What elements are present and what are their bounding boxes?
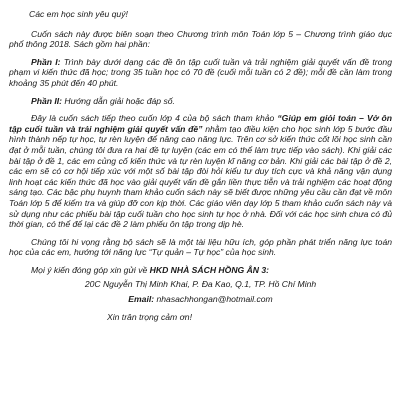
description-paragraph xyxy=(9,113,392,230)
description-body: nhằm tạo điều kiện cho học sinh lớp 5 bước đầu hình thành nếp tự học, tự rèn luyện để nâng cao năng lực. Trên cơ sở kiến thức cốt lõi học sinh cần đạt ở mỗi tuần, chúng tôi đưa ra hai đề tự luyện (các em có thể làm trực tiếp vào sách). Khi giải các bài tập ở đề 1, các em củng cố kiến thức và tự rèn luyện kĩ năng cơ bản. Khi giải các bài tập ở đề 2, các em sẽ có cơ hội tiếp xúc với một số bài tập đòi hỏi kiểu tư duy tích cực và khả năng vận dụng linh hoạt các kiến thức đã học vào giải quyết vấn đề gắn liền thực tiễn và trải nghiệm các hoạt động sáng tạo. Các bậc phụ huynh tham khảo cuốn sách này sẽ biết được những yêu cầu cần đạt về môn Toán lớp 5 để kiểm tra và giúp đỡ con kịp thời. Các giáo viên dạy lớp 5 tham khảo cuốn sách này và sử dụng như các phiếu bài tập cuối tuần cho học sinh tự học ở nhà. Đối với các học sinh chưa có đủ thời gian, có thể để lại các đề 2 làm phiếu ôn tập trong dịp hè. xyxy=(9,123,393,230)
part-1-paragraph xyxy=(9,57,392,89)
publisher-name: HKD NHÀ SÁCH HỒNG ÂN 3: xyxy=(149,264,270,275)
spacer xyxy=(9,305,392,312)
description-intro: Đây là cuốn sách tiếp theo cuốn lớp 4 của bộ sách tham khảo xyxy=(31,113,278,124)
greeting: Các em học sinh yêu quý! xyxy=(29,9,128,19)
spacer xyxy=(9,230,392,237)
part-2-text: Hướng dẫn giải hoặc đáp số. xyxy=(62,95,175,106)
part-1-text: Trình bày dưới dạng các đề ôn tập cuối tuần và trải nghiệm giải quyết vấn đề trong phạm vi kiến thức đã học; trong 35 tuần học có 70 đề (cuối mỗi tuần có 2 đề); mỗi đề cần làm trong khoảng 35 phút đến 40 phút. xyxy=(9,56,392,88)
contact-text: Mọi ý kiến đóng góp xin gửi về xyxy=(31,264,150,275)
address: 20C Nguyễn Thị Minh Khai, P. Đa Kao, Q.1, TP. Hồ Chí Minh xyxy=(84,279,317,290)
thanks-text: Xin trân trọng cảm ơn! xyxy=(107,311,192,322)
book-series-title: “Giúp em giỏi toán – Vở ôn tập cuối tuần và trải nghiệm giải quyết vấn đề” xyxy=(9,113,392,134)
email-line xyxy=(9,294,392,305)
spacer xyxy=(9,89,392,96)
email-address: nhasachhongan@hotmail.com xyxy=(154,294,273,305)
contact-line xyxy=(9,265,392,276)
part-2-paragraph xyxy=(9,96,392,107)
intro-paragraph: Cuốn sách này được biên soạn theo Chương trình môn Toán lớp 5 – Chương trình giáo dục phổ thông 2018. Sách gồm hai phần: xyxy=(9,28,392,50)
hope-paragraph: Chúng tôi hi vọng rằng bộ sách sẽ là một tài liệu hữu ích, góp phần phát triển năng lực toán học của các em, hướng tới năng lực “Tự quản – Tự học” của học sinh. xyxy=(9,236,392,258)
spacer xyxy=(9,258,392,265)
email-label: Email: xyxy=(128,294,155,305)
spacer xyxy=(9,106,392,113)
part-1-label: Phần I: xyxy=(31,56,61,67)
spacer xyxy=(9,50,392,57)
part-2-label: Phần II: xyxy=(31,95,63,106)
